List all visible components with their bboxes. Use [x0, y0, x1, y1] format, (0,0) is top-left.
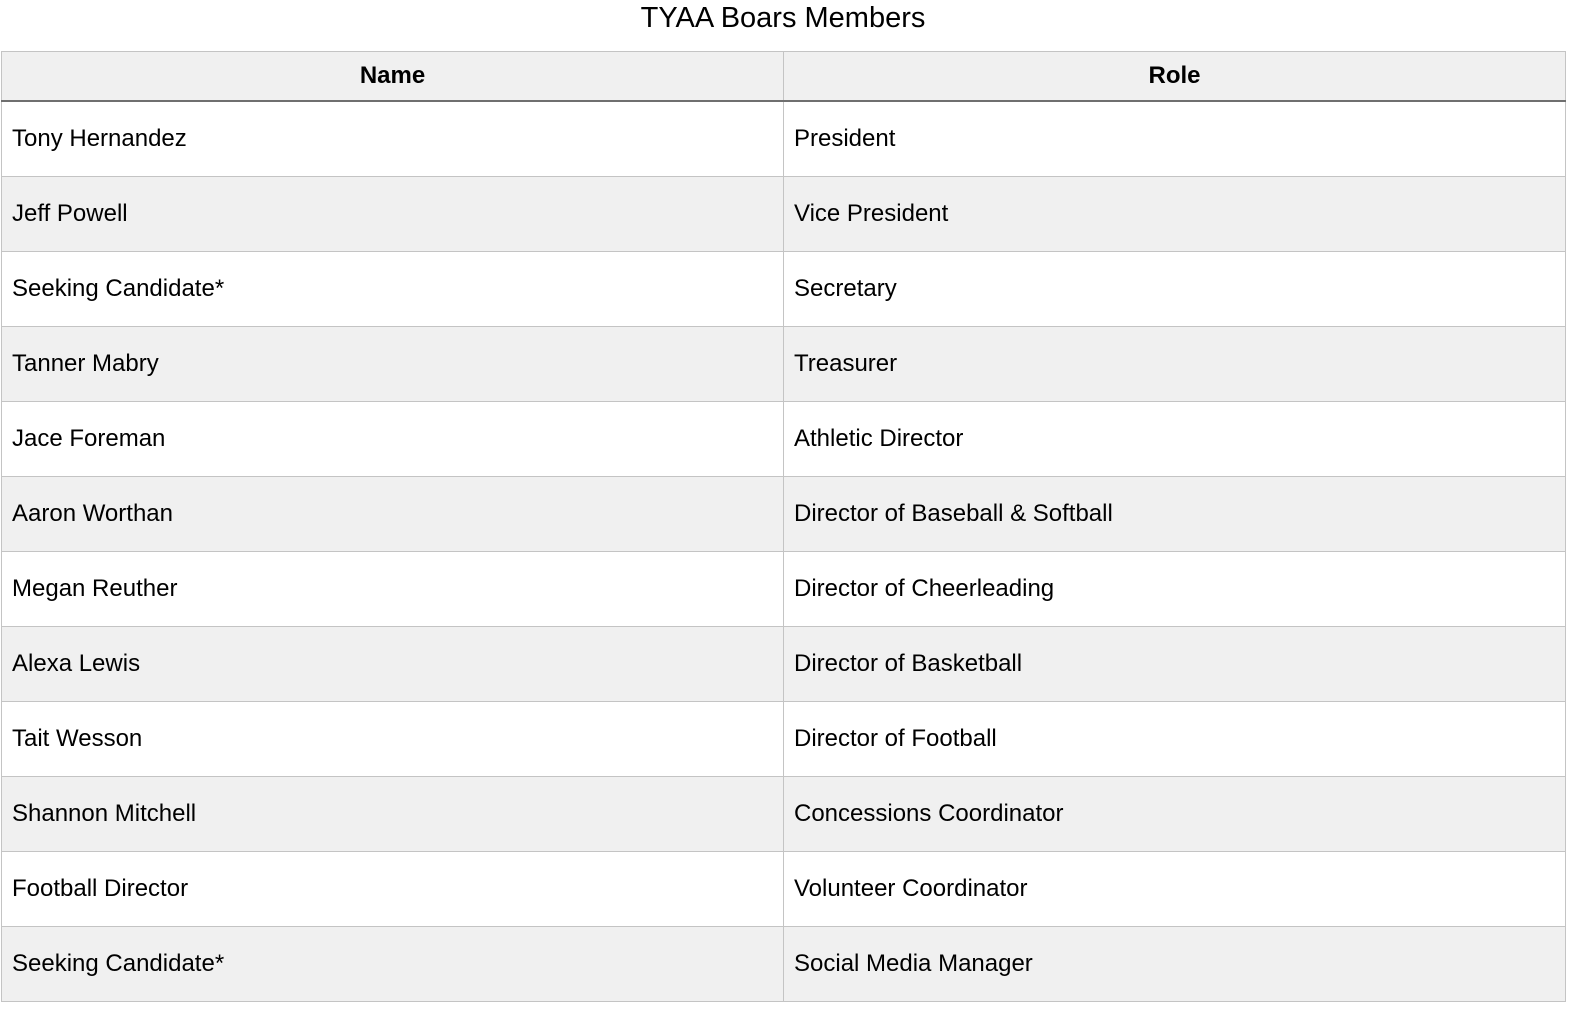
table-header-row [2, 52, 1566, 102]
member-role: Concessions Coordinator [784, 777, 1566, 852]
table-row [2, 177, 1566, 252]
table-row [2, 552, 1566, 627]
table-row [2, 702, 1566, 777]
member-name: Jace Foreman [2, 402, 784, 477]
member-name: Football Director [2, 852, 784, 927]
member-name: Alexa Lewis [2, 627, 784, 702]
member-name: Megan Reuther [2, 552, 784, 627]
column-header-name: Name [2, 52, 784, 102]
table-row [2, 101, 1566, 177]
column-header-role: Role [784, 52, 1566, 102]
member-role: Vice President [784, 177, 1566, 252]
member-role: President [784, 101, 1566, 177]
member-name: Tait Wesson [2, 702, 784, 777]
member-role: Director of Cheerleading [784, 552, 1566, 627]
member-name: Tony Hernandez [2, 101, 784, 177]
member-role: Treasurer [784, 327, 1566, 402]
member-role: Director of Baseball & Softball [784, 477, 1566, 552]
member-name: Shannon Mitchell [2, 777, 784, 852]
table-row [2, 627, 1566, 702]
member-name: Aaron Worthan [2, 477, 784, 552]
member-name: Tanner Mabry [2, 327, 784, 402]
table-row [2, 852, 1566, 927]
table-row [2, 477, 1566, 552]
member-role: Athletic Director [784, 402, 1566, 477]
table-row [2, 252, 1566, 327]
table-row [2, 777, 1566, 852]
member-role: Social Media Manager [784, 927, 1566, 1002]
member-name: Seeking Candidate* [2, 252, 784, 327]
member-name: Seeking Candidate* [2, 927, 784, 1002]
table-row [2, 927, 1566, 1002]
member-name: Jeff Powell [2, 177, 784, 252]
member-role: Director of Football [784, 702, 1566, 777]
member-role: Director of Basketball [784, 627, 1566, 702]
members-table [1, 51, 1566, 1002]
table-row [2, 402, 1566, 477]
member-role: Secretary [784, 252, 1566, 327]
page-title: TYAA Boars Members [640, 2, 926, 34]
member-role: Volunteer Coordinator [784, 852, 1566, 927]
table-row [2, 327, 1566, 402]
